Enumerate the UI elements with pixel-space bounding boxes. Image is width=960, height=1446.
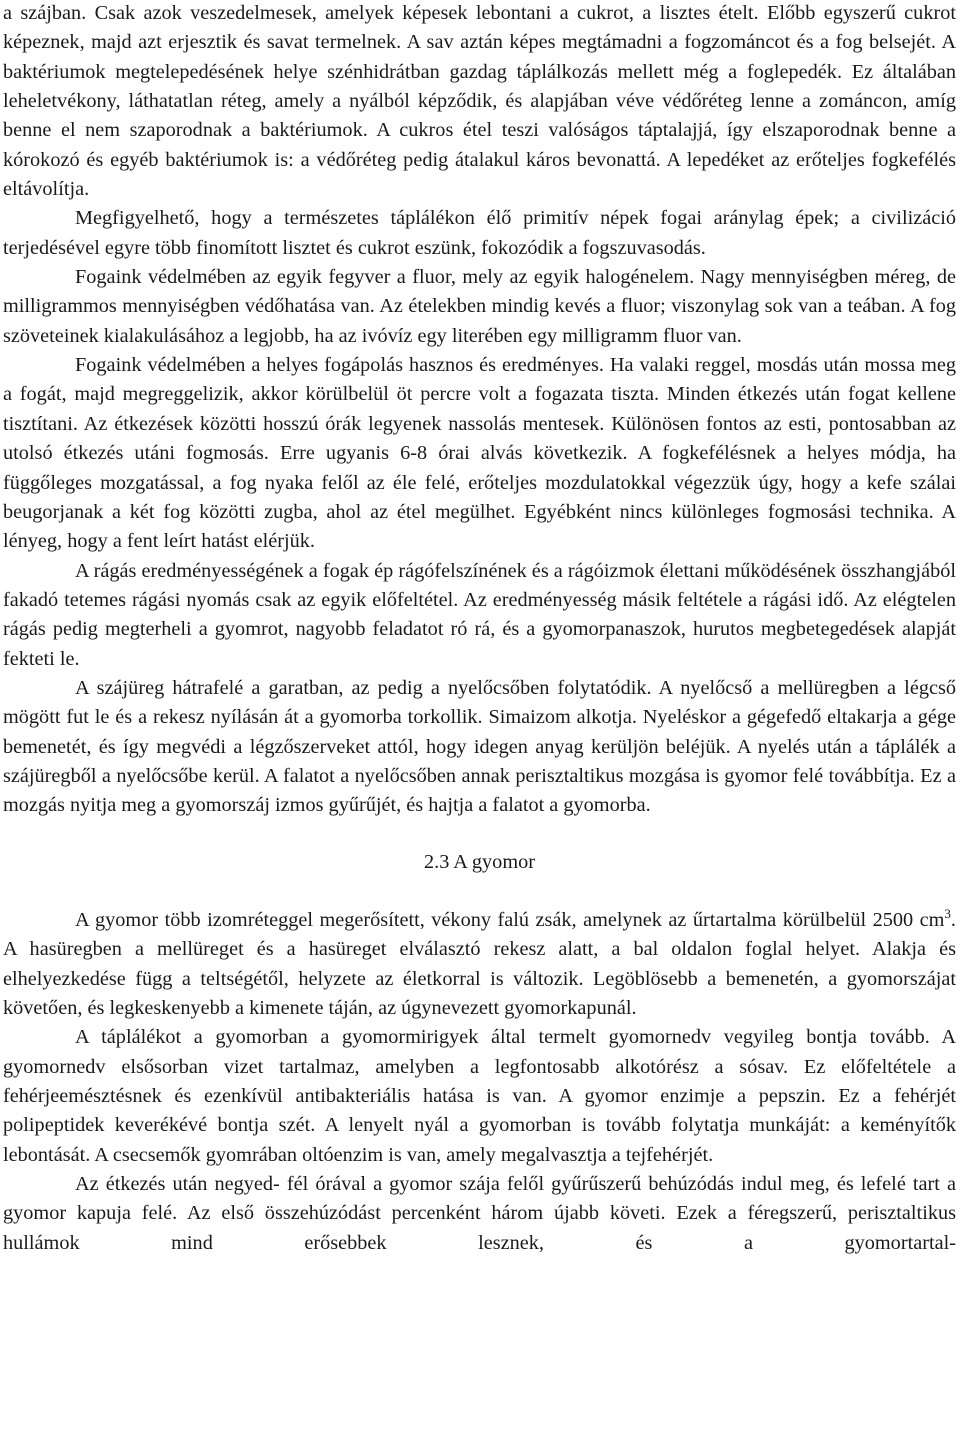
stomach-intro-text: A gyomor több izomréteggel megerősített, vékony falú zsák, amelynek az űrtartalma körülbelül 2500 cm — [75, 908, 945, 931]
stomach-intro-text-continued: . A hasüregben a mellüreget és a hasüreget elválasztó rekesz alatt, a bal oldalon foglal helyet. Alakja és elhelyezkedése függ a teltségétől, helyzete az életkorral is változik. Legöblösebb a bemenetén, a gyomorszájat követően, és legkeskenyebb a kimenete táján, az úgynevezett gyomorkapunál. — [3, 908, 956, 1019]
paragraph-primitive-peoples: Megfigyelhető, hogy a természetes táplálékon élő primitív népek fogai aránylag épek; a civilizáció terjedésével egyre több finomított lisztet és cukrot eszünk, fokozódik a fogszuvasodás. — [3, 207, 956, 259]
section-heading: 2.3 A gyomor — [424, 850, 535, 873]
paragraph-tooth-decay: a szájban. Csak azok veszedelmesek, amelyek képesek lebontani a cukrot, a lisztes ételt. Előbb egyszerű cukrot képeznek, majd azt erjesztik és savat termelnek. A sav aztán képes megtámadni a fogzománcot és a fog belsejét. A baktériumok megtelepedésének helye szénhidrátban gazdag táplálkozás mellett még a foglepedék. Ez általában leheletvékony, láthatatlan réteg, amely a nyálból képződik, és alapjában véve védőréteg lenne a zománcon, amíg benne el nem szaporodnak a baktériumok. A cukros étel teszi valóságos táptalajjá, így elszaporodnak benne a kórokozó és egyéb baktériumok is: a védőréteg pedig átalakul káros bevonattá. A lepedéket az erőteljes fogkefélés eltávolítja. — [3, 2, 956, 201]
body-text — [3, 0, 956, 1258]
paragraph-brushing: Fogaink védelmében a helyes fogápolás hasznos és eredményes. Ha valaki reggel, mosdás után mossa meg a fogát, majd megreggelizik, akkor körülbelül öt percre volt a fogazata tiszta. Minden étkezés után fogat kellene tisztítani. Az étkezések közötti hosszú órák legyenek nassolás mentesek. Különösen fontos az esti, pontosabban az utolsó étkezés utáni fogmosás. Erre ugyanis 6-8 órai alvás következik. A fogkefélésnek a helyes módja, ha függőleges mozgatással, a fog nyaka felől az éle felé, erőteljes mozdulatokkal végezzük úgy, hogy a kefe szálai beugorjanak a két fog közötti zugba, ahol az étel megülhet. Egyébként nincs különleges fogmosási technika. A lényeg, hogy a fent leírt hatást elérjük. — [3, 354, 956, 553]
paragraph-stomach-intro — [3, 906, 956, 1023]
paragraph-esophagus: A szájüreg hátrafelé a garatban, az pedig a nyelőcsőben folytatódik. A nyelőcső a mellüregben a légcső mögött fut le és a rekesz nyílásán át a gyomorba torkollik. Simaizom alkotja. Nyeléskor a gégefedő eltakarja a gége bemenetét, és így megvédi a légzőszerveket attól, hogy idegen anyag kerüljön beléjük. A nyelés után a táplálék a szájüregből a nyelőcsőbe kerül. A falatot a nyelőcsőben annak perisztaltikus mozgása is gyomor felé továbbítja. Ez a mozgás nyitja meg a gyomorszáj izmos gyűrűjét, és hajtja a falatot a gyomorba. — [3, 676, 956, 817]
paragraph-chewing: A rágás eredményességének a fogak ép rágófelszínének és a rágóizmok élettani működésének összhangjából fakadó tetemes rágási nyomás csak az egyik előfeltétel. Az eredményesség másik feltétele a rágási idő. Az elégtelen rágás pedig megterheli a gyomrot, nagyobb feladatot ró rá, és a gyomorpanaszok, hurutos megbetegedések alapját fekteti le. — [3, 559, 956, 670]
paragraph-peristalsis: Az étkezés után negyed- fél órával a gyomor szája felől gyűrűszerű behúzódás indul meg, és lefelé tart a gyomor kapuja felé. Az első összehúzódást percenként három újabb követi. Ezek a féregszerű, perisztaltikus hullámok mind erősebbek lesznek, és a gyomortartal- — [3, 1173, 956, 1254]
paragraph-fluoride: Fogaink védelmében az egyik fegyver a fluor, mely az egyik halogénelem. Nagy mennyiségben méreg, de milligrammos mennyiségben védőhatása van. Az ételekben mindig kevés a fluor; viszonylag sok van a teában. A fog szöveteinek kialakulásához a legjobb, ha az ivóvíz egy literében egy milligramm fluor van. — [3, 266, 956, 347]
unit-superscript: 3 — [944, 906, 951, 922]
paragraph-gastric-juice: A táplálékot a gyomorban a gyomormirigyek által termelt gyomornedv vegyileg bontja tovább. A gyomornedv elsősorban vizet tartalmaz, amelyben a legfontosabb alkotórész a sósav. Ez előfeltétele a fehérjeemésztésnek és ezenkívül antibakteriális hatása is van. A gyomor enzimje a pepszin. Ez a fehérjét polipeptidek keverékévé bontja szét. A lenyelt nyál a gyomorban is tovább folytatja munkáját: a keményítők lebontását. A csecsemők gyomrában oltóenzim is van, amely megalvasztja a tejfehérjét. — [3, 1026, 956, 1166]
